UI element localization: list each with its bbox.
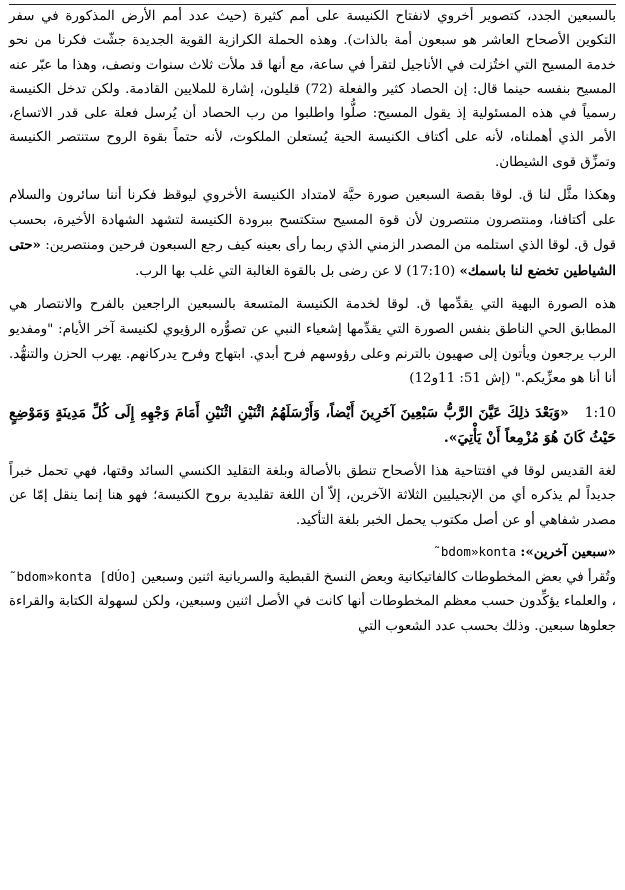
spacer (9, 284, 616, 293)
paragraph-text: (17:10) لا عن رضى بل بالقوة الغالبة التي غلب بها الرب. (135, 263, 456, 279)
paragraph-text: وهكذا مثَّل لنا ق. لوقا بقصة السبعين صورة حيَّة لامتداد الكنيسة الأخروي ليوقظ فكرنا أننا سائرون والسلام على أكتافنا، ومنتصرون منتصرون لأن قوة المسيح ستكتسح ببرودة الكنيسة لتشهد الشهادة الأخيرة، بحسب قول ق. لوقا الذي استلمه من المصدر الزمني الذي ربما رأى بعينه كيف رجع السبعون فرحين ومنتصرين: (9, 188, 616, 254)
heading-label: «سبعين آخرين»: (520, 543, 616, 560)
heading-greek-word: ˜bdom»konta (433, 543, 517, 559)
scripture-verse (9, 401, 616, 451)
section-heading (9, 540, 616, 565)
paragraph-luke-language: لغة القديس لوقا في افتتاحية هذا الأصحاح تنطق بالأصالة وبلغة التقليد الكنسي السائد وقتها، فهي تحمل خبراً جديداً لم يذكره أي من الإنجيليين الثلاثة الآخرين، إلاّ أن اللغة تقليدية بروح الكنيسة؛ فهو هنا إنما ينقل إمّا عن مصدر شفاهي أو عن أصل مكتوب يحمل الخبر بلغة التأكيد. (9, 463, 616, 529)
greek-variant: ˜bdom»konta [dÚo] (9, 568, 137, 584)
paragraph-text: وتُقرأ في بعض المخطوطات كالفاتيكانية وبعض النسخ القبطية والسريانية اثنين وسبعين (141, 569, 616, 585)
paragraph-church-expansion (9, 184, 616, 284)
paragraph-seventy-nations: بالسبعين الجدد، كتصوير أخروي لانفتاح الكنيسة على أمم كثيرة (حيث عدد أمم الأرض المذكورة في سفر التكوين الأصحاح العاشر هو سبعون أمة بالذات). وهذه الحملة الكرازية القوية الجديدة جشّت فكرنا من نحو خدمة المسيح التي اختُزلت في الأناجيل لتقرأ في ساعة، مع أنها قد ملأت ثلاث سنوات ونصف، وهذا ما عبّر عنه المسيح بنفسه حينما قال: إن الحصاد كثير والفعلة (72) قليلون، إشارة للملايين القادمة. ولكن تدخل الكنيسة رسمياً في هذه المسئولية إذ يقول المسيح: صلُّوا واطلبوا من رب الحصاد أن يُرسل فعلة على قدر الاتساع، الأمر الذي أهملناه، لأنه على أكتاف الكنيسة الحية يُستعلن الملكوت، لأنه حتماً بقوة الروح ستنتصر الكنيسة وتمزِّق قوى الشيطان. (9, 9, 616, 170)
verse-reference: 1:10 (584, 404, 617, 421)
spacer (9, 392, 616, 401)
spacer (9, 451, 616, 460)
bold-quote: «حتى الشياطين تخضع لنا باسمك» (9, 237, 616, 279)
paragraph-manuscripts (9, 565, 616, 640)
document-page (9, 4, 616, 882)
verse-text: «وَبَعْدَ ذلِكَ عَيَّنَ الرَّبُّ سَبْعِينَ آخَرِينَ أَيْضاً، وَأَرْسَلَهُمُ اثْنَيْنِ اثْنَيْنِ أَمَامَ وَجْهِهِ إِلَى كُلِّ مَدِينَةٍ وَمَوْضِعٍ حَيْثُ كَانَ هُوَ مُزْمِعاً أَنْ يَأْتِيَ». (9, 404, 616, 446)
paragraph-text: ، والعلماء يؤكِّدون حسب معظم المخطوطات أنها كانت في الأصل اثنين وسبعين، ولكن لسهولة الكتابة والقراءة جعلوها سبعين. وذلك بحسب عدد الشعوب التي (9, 594, 616, 634)
paragraph-isaiah-image: هذه الصورة البهية التي يقدِّمها ق. لوقا لخدمة الكنيسة المتسعة بالسبعين الراجعين بالفرح والانتصار هي المطابق الحي الناطق بنفس الصورة التي يقدِّمها إشعياء النبي عن تصوُّره الرؤيوي لكنيسة آخر الأيام: "ومفديو الرب يرجعون ويأتون إلى صهيون بالترنم وعلى رؤوسهم فرح أبدي. ابتهاج وفرح يدركانهم. يهرب الحزن والتنهُّد. أنا أنا هو معزِّيكم." (إش 51: 11و12) (9, 297, 616, 387)
spacer (9, 175, 616, 184)
